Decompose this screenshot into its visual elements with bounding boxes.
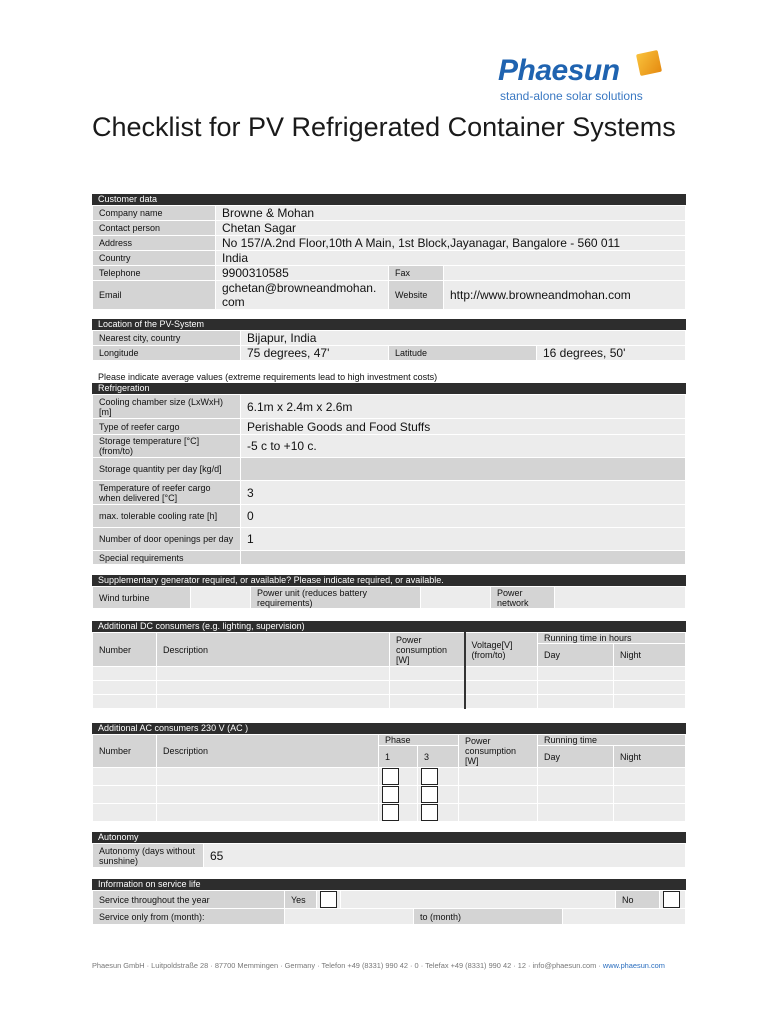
refrigeration-row-label: Storage quantity per day [kg/d]	[93, 458, 241, 481]
logo-square-icon	[636, 50, 662, 76]
dc-consumers-table	[92, 632, 686, 709]
phase-1-checkbox[interactable]	[382, 768, 399, 785]
autonomy-section	[92, 832, 686, 868]
no-checkbox[interactable]	[663, 891, 680, 908]
logo-tagline: stand-alone solar solutions	[500, 89, 643, 103]
phase-3-checkbox[interactable]	[421, 768, 438, 785]
fax-value[interactable]	[444, 266, 686, 281]
website-value[interactable]: http://www.browneandmohan.com	[444, 281, 686, 310]
table-row	[93, 681, 686, 695]
refrigeration-table	[92, 394, 686, 565]
address-label: Address	[93, 236, 216, 251]
ac-phase-header: Phase	[379, 735, 459, 746]
ac-night-header: Night	[614, 746, 686, 768]
longitude-label: Longitude	[93, 346, 241, 361]
power-unit-label: Power unit (reduces battery requirements)	[251, 587, 421, 609]
email-label: Email	[93, 281, 216, 310]
phase-1-checkbox[interactable]	[382, 786, 399, 803]
location-section	[92, 319, 686, 361]
power-network-label: Power network	[491, 587, 555, 609]
page-footer	[92, 961, 665, 970]
generator-table	[92, 586, 686, 609]
no-label: No	[616, 891, 660, 909]
table-row	[93, 768, 686, 786]
yes-label: Yes	[285, 891, 317, 909]
service-life-header: Information on service life	[92, 879, 686, 890]
fax-label: Fax	[389, 266, 444, 281]
power-unit-field[interactable]	[421, 587, 491, 609]
ac-power-header: Power consumption [W]	[459, 735, 538, 768]
phase-1-checkbox[interactable]	[382, 804, 399, 821]
dc-running-time-header: Running time in hours	[538, 633, 686, 644]
latitude-value[interactable]: 16 degrees, 50'	[537, 346, 686, 361]
ac-description-header: Description	[157, 735, 379, 768]
refrigeration-row-value[interactable]: 1	[241, 528, 686, 551]
ac-consumers-table	[92, 734, 686, 822]
refrigeration-row-label: Type of reefer cargo	[93, 419, 241, 435]
table-row	[93, 786, 686, 804]
phaesun-logo	[498, 52, 678, 108]
company-name-value[interactable]: Browne & Mohan	[216, 206, 686, 221]
refrigeration-row-label: Temperature of reefer cargo when delivered [°C]	[93, 481, 241, 505]
location-header: Location of the PV-System	[92, 319, 686, 330]
wind-turbine-label: Wind turbine	[93, 587, 191, 609]
refrigeration-row-value[interactable]: 0	[241, 505, 686, 528]
refrigeration-row-value[interactable]: Perishable Goods and Food Stuffs	[241, 419, 686, 435]
refrigeration-row-label: Special requirements	[93, 551, 241, 565]
country-label: Country	[93, 251, 216, 266]
footer-url[interactable]: www.phaesun.com	[602, 961, 665, 970]
refrigeration-row-label: Number of door openings per day	[93, 528, 241, 551]
website-label: Website	[389, 281, 444, 310]
service-to-label: to (month)	[414, 909, 563, 925]
table-row	[93, 667, 686, 681]
dc-consumers-section	[92, 621, 686, 709]
autonomy-value[interactable]: 65	[204, 844, 686, 868]
refrigeration-row-value[interactable]: 6.1m x 2.4m x 2.6m	[241, 395, 686, 419]
yes-checkbox[interactable]	[320, 891, 337, 908]
telephone-label: Telephone	[93, 266, 216, 281]
wind-turbine-field[interactable]	[191, 587, 251, 609]
table-row	[93, 804, 686, 822]
refrigeration-row-value[interactable]: 3	[241, 481, 686, 505]
generator-section	[92, 575, 686, 609]
dc-power-header: Power consumption [W]	[390, 633, 465, 667]
dc-consumers-header: Additional DC consumers (e.g. lighting, supervision)	[92, 621, 686, 632]
dc-day-header: Day	[538, 644, 614, 667]
ac-consumers-header: Additional AC consumers 230 V (AC )	[92, 723, 686, 734]
customer-data-table	[92, 205, 686, 310]
dc-description-header: Description	[157, 633, 390, 667]
ac-number-header: Number	[93, 735, 157, 768]
autonomy-header: Autonomy	[92, 832, 686, 843]
footer-address: Phaesun GmbH · Luitpoldstraße 28 · 87700 Memmingen · Germany · Telefon +49 (8331) 990 42 · 0 · Telefax +49 (8331) 990 42 · 12 · info@phaesun.com ·	[92, 961, 603, 970]
generator-header: Supplementary generator required, or available? Please indicate required, or available.	[92, 575, 686, 586]
ac-phase-1-header: 1	[379, 746, 418, 768]
refrigeration-row-value[interactable]: -5 c to +10 c.	[241, 435, 686, 458]
service-life-table	[92, 890, 686, 925]
refrigeration-row-label: Cooling chamber size (LxWxH) [m]	[93, 395, 241, 419]
country-value[interactable]: India	[216, 251, 686, 266]
dc-voltage-header: Voltage[V] (from/to)	[465, 633, 538, 667]
latitude-label: Latitude	[389, 346, 537, 361]
dc-number-header: Number	[93, 633, 157, 667]
refrigeration-row-label: max. tolerable cooling rate [h]	[93, 505, 241, 528]
service-from-label: Service only from (month):	[93, 909, 285, 925]
dc-night-header: Night	[614, 644, 686, 667]
customer-data-section	[92, 194, 686, 310]
ac-phase-3-header: 3	[418, 746, 459, 768]
service-from-field[interactable]	[285, 909, 414, 925]
refrigeration-section	[92, 383, 686, 565]
refrigeration-header: Refrigeration	[92, 383, 686, 394]
customer-data-header: Customer data	[92, 194, 686, 205]
nearest-city-value[interactable]: Bijapur, India	[241, 331, 686, 346]
company-name-label: Company name	[93, 206, 216, 221]
table-row	[93, 695, 686, 709]
longitude-value[interactable]: 75 degrees, 47'	[241, 346, 389, 361]
phase-3-checkbox[interactable]	[421, 786, 438, 803]
autonomy-table	[92, 843, 686, 868]
nearest-city-label: Nearest city, country	[93, 331, 241, 346]
service-throughout-label: Service throughout the year	[93, 891, 285, 909]
address-value[interactable]: No 157/A.2nd Floor,10th A Main, 1st Block,Jayanagar, Bangalore - 560 011	[216, 236, 686, 251]
refrigeration-row-value[interactable]	[241, 458, 686, 481]
ac-day-header: Day	[538, 746, 614, 768]
location-table	[92, 330, 686, 361]
ac-running-time-header: Running time	[538, 735, 686, 746]
page-title: Checklist for PV Refrigerated Container Systems	[92, 112, 676, 142]
contact-person-label: Contact person	[93, 221, 216, 236]
ac-consumers-section	[92, 723, 686, 822]
service-life-section	[92, 879, 686, 925]
average-values-note: Please indicate average values (extreme requirements lead to high investment costs)	[98, 372, 438, 382]
contact-person-value[interactable]: Chetan Sagar	[216, 221, 686, 236]
email-value[interactable]: gchetan@browneandmohan.com	[216, 281, 389, 310]
service-to-field[interactable]	[563, 909, 686, 925]
logo-wordmark: Phaesun	[498, 54, 620, 87]
refrigeration-row-value[interactable]	[241, 551, 686, 565]
power-network-field[interactable]	[555, 587, 686, 609]
phase-3-checkbox[interactable]	[421, 804, 438, 821]
telephone-value[interactable]: 9900310585	[216, 266, 389, 281]
autonomy-label: Autonomy (days without sunshine)	[93, 844, 204, 868]
refrigeration-row-label: Storage temperature [°C] (from/to)	[93, 435, 241, 458]
